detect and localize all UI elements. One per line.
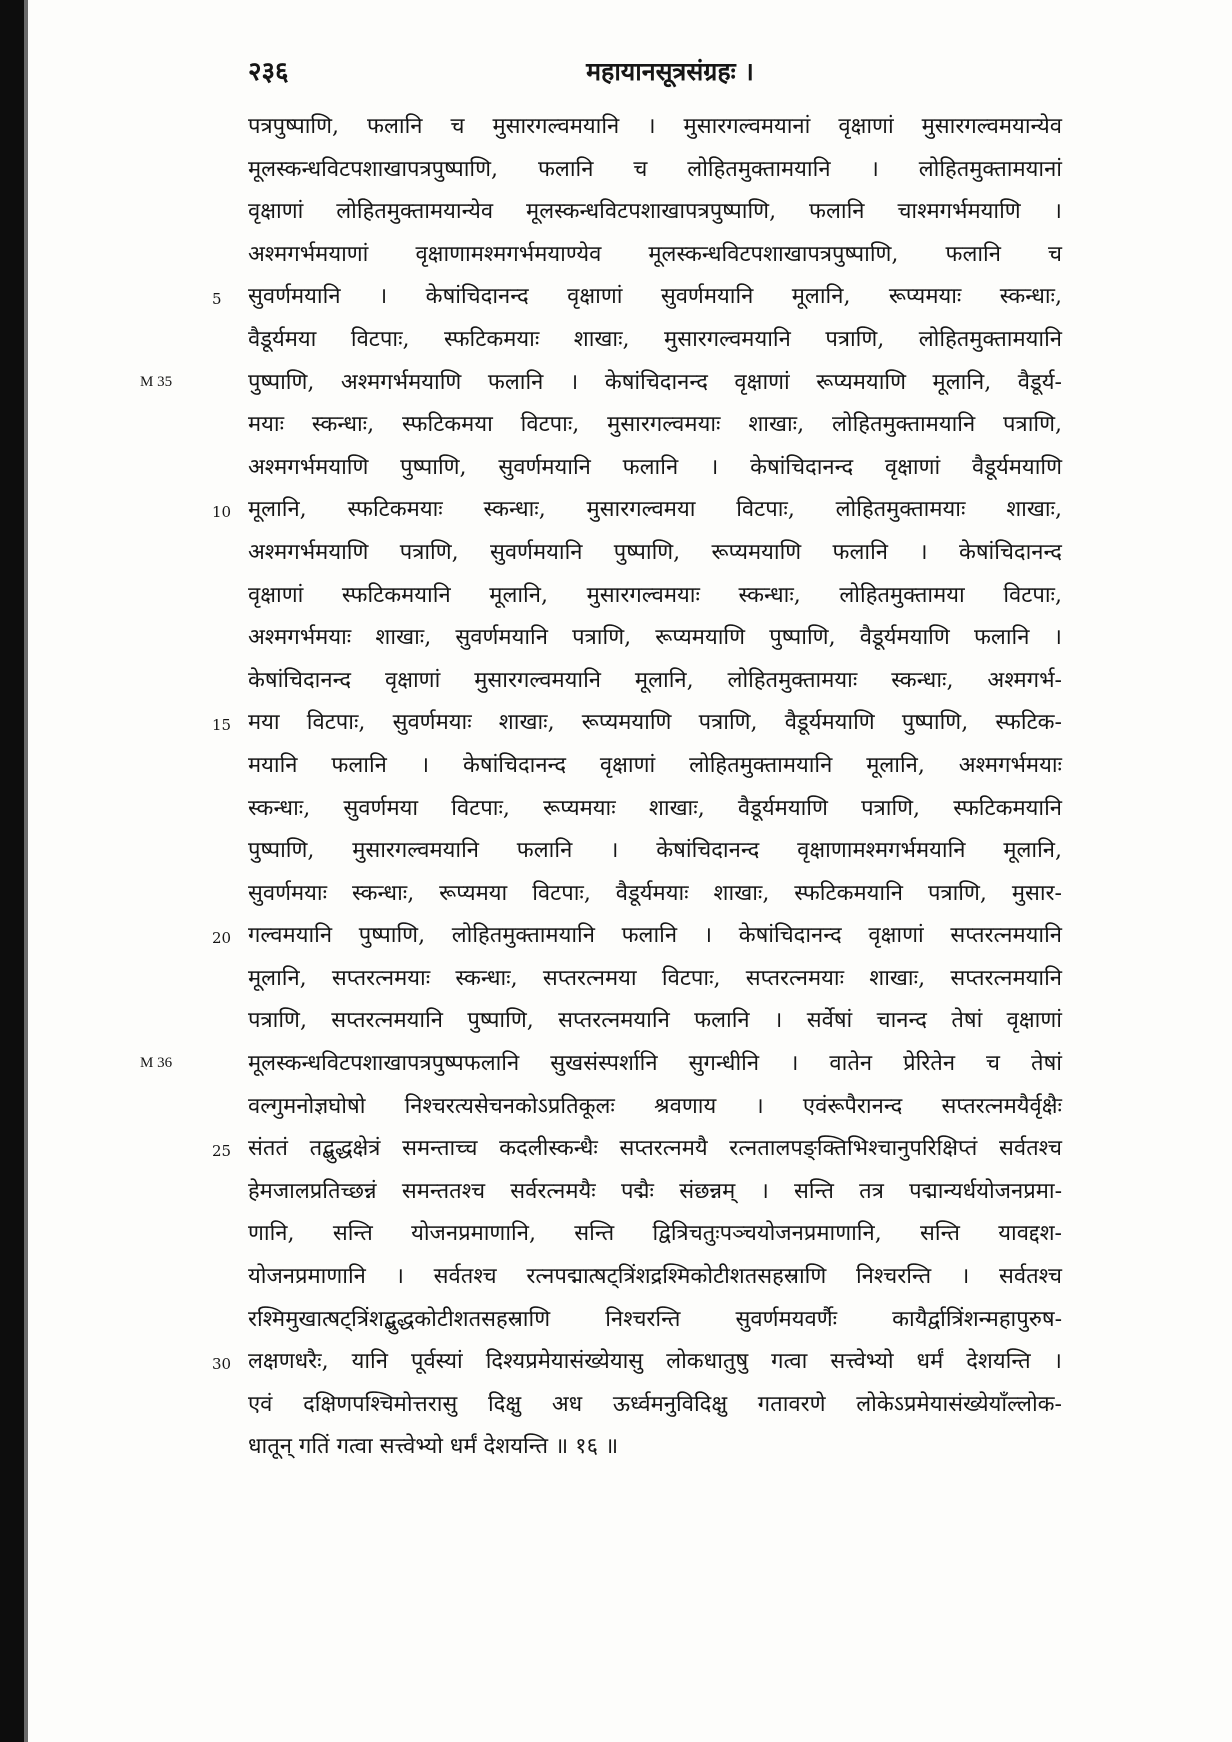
line-text: अश्मगर्भमयाः शाखाः, सुवर्णमयानि पत्राणि, रूप्यमयाणि पुष्पाणि, वैडूर्यमयाणि फलानि ।: [248, 625, 1062, 651]
text-line: [248, 1426, 1062, 1469]
text-line: [248, 319, 1062, 362]
line-text: पत्राणि, सप्तरत्नमयानि पुष्पाणि, सप्तरत्नमयानि फलानि । सर्वेषां चानन्द तेषां वृक्षाणां: [248, 1008, 1062, 1034]
line-text: पुष्पाणि, मुसारगल्वमयानि फलानि । केषांचिदानन्द वृक्षाणामश्मगर्भमयानि मूलानि,: [248, 838, 1062, 864]
text-line: [248, 1043, 1062, 1086]
line-text: अश्मगर्भमयाणि पुष्पाणि, सुवर्णमयानि फलानि । केषांचिदानन्द वृक्षाणां वैडूर्यमयाणि: [248, 454, 1062, 480]
text-line: [248, 234, 1062, 277]
page-number: २३६: [248, 57, 289, 87]
text-line: [212, 489, 1062, 532]
running-title: महायानसूत्रसंग्रहः ।: [586, 57, 754, 86]
text-line: [248, 149, 1062, 192]
line-text: एवं दक्षिणपश्चिमोत्तरासु दिक्षु अध ऊर्ध्वमनुविदिक्षु गतावरणे लोकेऽप्रमेयासंख्येयाँल्लोक-: [248, 1391, 1062, 1417]
margin-note: M 36: [140, 1055, 173, 1072]
text-line: [248, 958, 1062, 1001]
margin-note: M 35: [140, 373, 173, 390]
line-text: वृक्षाणां लोहितमुक्तामयान्येव मूलस्कन्धविटपशाखापत्रपुष्पाणि, फलानि चाश्मगर्भमयाणि ।: [248, 199, 1062, 225]
line-text: गल्वमयानि पुष्पाणि, लोहितमुक्तामयानि फलानि । केषांचिदानन्द वृक्षाणां सप्तरत्नमयानि: [248, 923, 1062, 949]
line-text: सुवर्णमयाः स्कन्धाः, रूप्यमया विटपाः, वैडूर्यमयाः शाखाः, स्फटिकमयानि पत्राणि, मुसार-: [248, 880, 1062, 906]
text-line: [248, 873, 1062, 916]
line-text: मया विटपाः, सुवर्णमयाः शाखाः, रूप्यमयाणि पत्राणि, वैडूर्यमयाणि पुष्पाणि, स्फटिक-: [248, 710, 1062, 736]
text-line: [248, 788, 1062, 831]
text-line: [248, 1384, 1062, 1427]
line-number: 30: [212, 1355, 232, 1374]
line-number: 15: [212, 716, 232, 735]
text-line: [248, 1299, 1062, 1342]
text-line: [248, 617, 1062, 660]
line-text: अश्मगर्भमयाणि पत्राणि, सुवर्णमयानि पुष्पाणि, रूप्यमयाणि फलानि । केषांचिदानन्द: [248, 539, 1062, 565]
text-body: [212, 106, 1062, 1469]
line-number: 25: [212, 1142, 232, 1161]
line-text: योजनप्रमाणानि । सर्वतश्च रत्नपद्मात्षट्त्रिंशद्रश्मिकोटीशतसहस्राणि निश्चरन्ति । सर्वतश्च: [248, 1264, 1062, 1290]
text-line: [248, 1000, 1062, 1043]
text-line: [248, 447, 1062, 490]
line-text: अश्मगर्भमयाणां वृक्षाणामश्मगर्भमयाण्येव मूलस्कन्धविटपशाखापत्रपुष्पाणि, फलानि च: [248, 241, 1062, 267]
text-line: [248, 660, 1062, 703]
line-number: 5: [212, 290, 222, 309]
line-text: णानि, सन्ति योजनप्रमाणानि, सन्ति द्वित्रिचतुःपञ्चयोजनप्रमाणानि, सन्ति यावद्दश-: [248, 1221, 1062, 1247]
text-line: [212, 276, 1062, 319]
line-text: केषांचिदानन्द वृक्षाणां मुसारगल्वमयानि मूलानि, लोहितमुक्तामयाः स्कन्धाः, अश्मगर्भ-: [248, 667, 1062, 693]
text-line: [248, 575, 1062, 618]
text-line: [248, 1256, 1062, 1299]
line-text: मयाः स्कन्धाः, स्फटिकमया विटपाः, मुसारगल्वमयाः शाखाः, लोहितमुक्तामयानि पत्राणि,: [248, 412, 1062, 438]
line-text: रश्मिमुखात्षट्त्रिंशद्बुद्धकोटीशतसहस्राणि निश्चरन्ति सुवर्णमयवर्णैः कायैर्द्वात्रिंशन्महापुरुष-: [248, 1306, 1062, 1332]
line-text: हेमजालप्रतिच्छन्नं समन्ततश्च सर्वरत्नमयैः पद्मैः संछन्नम् । सन्ति तत्र पद्मान्यर्धयोजनप्रमा-: [248, 1178, 1062, 1204]
text-line: [212, 1128, 1062, 1171]
text-line: [248, 1086, 1062, 1129]
line-text: मूलस्कन्धविटपशाखापत्रपुष्पफलानि सुखसंस्पर्शानि सुगन्धीनि । वातेन प्रेरितेन च तेषां: [248, 1051, 1062, 1077]
text-line: [248, 1171, 1062, 1214]
line-text: धातून् गतिं गत्वा सत्त्वेभ्यो धर्मं देशयन्ति ॥ १६ ॥: [248, 1434, 619, 1460]
line-text: सुवर्णमयानि । केषांचिदानन्द वृक्षाणां सुवर्णमयानि मूलानि, रूप्यमयाः स्कन्धाः,: [248, 284, 1062, 310]
line-text: पुष्पाणि, अश्मगर्भमयाणि फलानि । केषांचिदानन्द वृक्षाणां रूप्यमयाणि मूलानि, वैडूर्य-: [248, 369, 1062, 395]
text-line: [248, 191, 1062, 234]
line-text: मूलस्कन्धविटपशाखापत्रपुष्पाणि, फलानि च लोहितमुक्तामयानि । लोहितमुक्तामयानां: [248, 156, 1062, 182]
line-text: मूलानि, सप्तरत्नमयाः स्कन्धाः, सप्तरत्नमया विटपाः, सप्तरत्नमयाः शाखाः, सप्तरत्नमयानि: [248, 965, 1062, 991]
line-text: मूलानि, स्फटिकमयाः स्कन्धाः, मुसारगल्वमया विटपाः, लोहितमुक्तामयाः शाखाः,: [248, 497, 1062, 523]
line-text: लक्षणधरैः, यानि पूर्वस्यां दिश्यप्रमेयासंख्येयासु लोकधातुषु गत्वा सत्त्वेभ्यो धर्मं देशयन्ति ।: [248, 1349, 1062, 1375]
text-line: [212, 915, 1062, 958]
line-text: वैडूर्यमया विटपाः, स्फटिकमयाः शाखाः, मुसारगल्वमयानि पत्राणि, लोहितमुक्तामयानि: [248, 326, 1062, 352]
line-number: 20: [212, 929, 232, 948]
line-text: स्कन्धाः, सुवर्णमया विटपाः, रूप्यमयाः शाखाः, वैडूर्यमयाणि पत्राणि, स्फटिकमयानि: [248, 795, 1062, 821]
text-line: [248, 745, 1062, 788]
line-text: वल्गुमनोज्ञघोषो निश्चरत्यसेचनकोऽप्रतिकूलः श्रवणाय । एवंरूपैरानन्द सप्तरत्नमयैर्वृक्षैः: [248, 1093, 1062, 1119]
text-line: [248, 532, 1062, 575]
text-line: [248, 362, 1062, 405]
line-text: पत्रपुष्पाणि, फलानि च मुसारगल्वमयानि । मुसारगल्वमयानां वृक्षाणां मुसारगल्वमयान्येव: [248, 114, 1062, 139]
text-line: [212, 702, 1062, 745]
line-text: संततं तद्बुद्धक्षेत्रं समन्ताच्च कदलीस्कन्धैः सप्तरत्नमयै रत्नतालपङ्क्तिभिश्चानुपरिक्षिप्तं सर्वतश्च: [248, 1136, 1062, 1162]
text-line: [248, 1213, 1062, 1256]
text-line: [248, 830, 1062, 873]
text-line: [248, 404, 1062, 447]
line-number: 10: [212, 503, 232, 522]
scan-edge-shadow: [24, 0, 28, 1742]
text-line: [212, 1341, 1062, 1384]
line-text: मयानि फलानि । केषांचिदानन्द वृक्षाणां लोहितमुक्तामयानि मूलानि, अश्मगर्भमयाः: [248, 752, 1062, 778]
scan-edge: [0, 0, 24, 1742]
text-line: [248, 106, 1062, 149]
line-text: वृक्षाणां स्फटिकमयानि मूलानि, मुसारगल्वमयाः स्कन्धाः, लोहितमुक्तामया विटपाः,: [248, 582, 1062, 608]
